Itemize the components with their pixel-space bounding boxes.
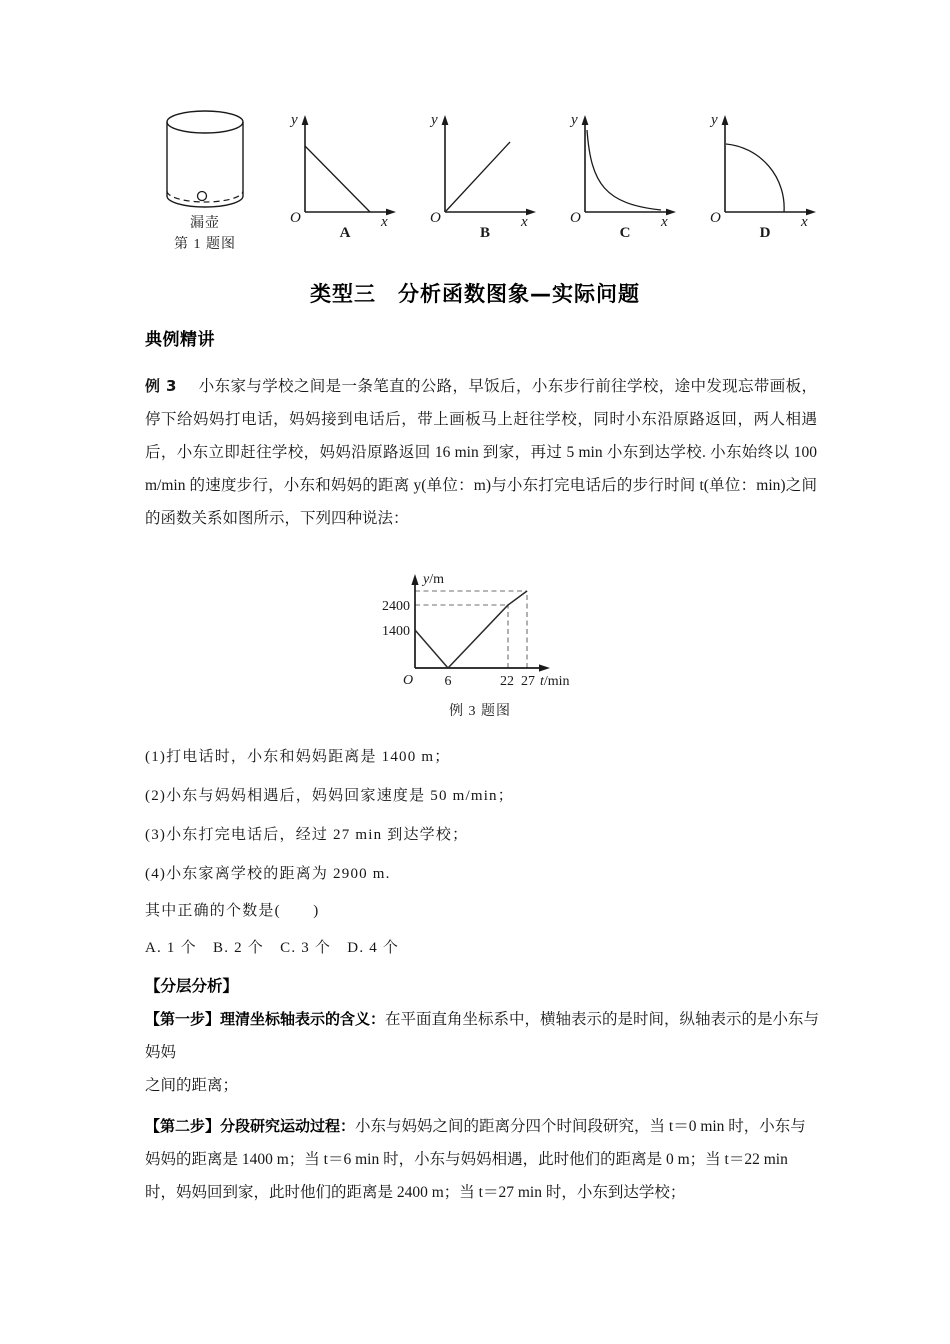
x-tick-label-22: 22 (500, 674, 514, 689)
graph-a-icon (285, 100, 405, 230)
svg-text:O: O (710, 210, 721, 226)
svg-text:x: x (661, 214, 668, 230)
x-tick-label-27: 27 (521, 674, 535, 689)
y-axis-arrow (411, 574, 418, 585)
y-tick-label-2400: 2400 (382, 599, 410, 614)
example-chart (370, 558, 590, 693)
analysis-step-1-text: 在平面直角坐标系中，横轴表示的是时间，纵轴表示的是小东与妈妈 (145, 1011, 820, 1061)
example-chart-caption: 例 3 题图 (449, 704, 511, 719)
page-title: 类型三 分析函数图象—实际问题 (310, 282, 640, 306)
analysis-step-1-label: 【第一步】理清坐标轴表示的含义： (145, 1010, 386, 1028)
analysis-step-1 (145, 1003, 820, 1069)
analysis-step-2-text: 小东与妈妈之间的距离分四个时间段研究，当 t＝0 min 时，小东与妈妈的距离是 1400 m；当 t＝6 min 时，小东与妈妈相遇，此时他们的距离是 0 m；当 t＝22 min 时，妈妈回到家，此时他们的距离是 2400 m；当 t＝27 min 时，小东到达学校； (145, 1118, 806, 1201)
subsection-heading: 典例精讲 (145, 330, 215, 350)
y-axis-label: y/m (423, 572, 444, 587)
figure-cylinder-leaky-pot (145, 100, 265, 260)
figure-option-a-label: A (339, 225, 351, 241)
question-prompt: 其中正确的个数是( ) (145, 903, 320, 919)
svg-text:O: O (430, 210, 441, 226)
svg-text:x: x (801, 214, 808, 230)
svg-text:y: y (291, 112, 298, 128)
graph-d-icon (705, 100, 825, 230)
data-line (415, 591, 527, 668)
figure-option-c-label: C (619, 225, 631, 241)
figure-option-d-label: D (759, 225, 771, 241)
svg-text:O: O (290, 210, 301, 226)
example-number: 例 3 (145, 377, 177, 395)
svg-text:y: y (431, 112, 438, 128)
figure-option-d (705, 100, 825, 260)
graph-c-icon (565, 100, 685, 230)
figure-option-a (285, 100, 405, 260)
cylinder-icon (145, 100, 265, 220)
statement-4: (4)小东家离学校的距离为 2900 m. (145, 866, 391, 882)
top-figure-row (145, 100, 825, 260)
figure-option-b-label: B (479, 225, 490, 241)
x-tick-label-6: 6 (444, 674, 452, 689)
svg-text:x: x (381, 214, 388, 230)
analysis-step-2-label: 【第二步】分段研究运动过程： (145, 1117, 356, 1135)
x-axis-label: t/min (540, 674, 570, 689)
graph-b-icon (425, 100, 545, 230)
analysis-step-2 (145, 1110, 820, 1209)
statement-1: (1)打电话时，小东和妈妈距离是 1400 m； (145, 749, 451, 765)
example-text: 小东家与学校之间是一条笔直的公路，早饭后，小东步行前往学校，途中发现忘带画板，停下给妈妈打电话，妈妈接到电话后，带上画板马上赶往学校，同时小东沿原路返回，两人相遇后，小东立即赶往学校，妈妈沿原路返回 16 min 到家，再过 5 min 小东到达学校. 小东始终以 100 m/min 的速度步行，小东和妈妈的距离 y(单位：m)与小东打完电话后的步行时间 t(单位：min)之间的函数关系如图所示，下列四种说法： (145, 378, 817, 527)
answer-choices: A. 1 个 B. 2 个 C. 3 个 D. 4 个 (145, 940, 400, 956)
y-tick-label-1400: 1400 (382, 624, 410, 639)
figure-option-c (565, 100, 685, 260)
figure-cylinder-caption-name: 漏壶 (190, 216, 220, 231)
figure-option-b (425, 100, 545, 260)
figure-cylinder-caption-number: 第 1 题图 (174, 237, 236, 252)
svg-text:O: O (570, 210, 581, 226)
svg-text:x: x (521, 214, 528, 230)
x-axis-arrow (539, 664, 550, 671)
statement-3: (3)小东打完电话后，经过 27 min 到达学校； (145, 827, 469, 843)
distance-time-graph (370, 558, 590, 693)
analysis-step-1-continued: 之间的距离； (145, 1077, 239, 1094)
statement-2: (2)小东与妈妈相遇后，妈妈回家速度是 50 m/min； (145, 788, 514, 804)
svg-text:y: y (571, 112, 578, 128)
example-paragraph-block (145, 370, 817, 535)
analysis-heading: 【分层分析】 (145, 977, 239, 995)
origin-label: O (403, 673, 414, 688)
svg-text:y: y (711, 112, 718, 128)
